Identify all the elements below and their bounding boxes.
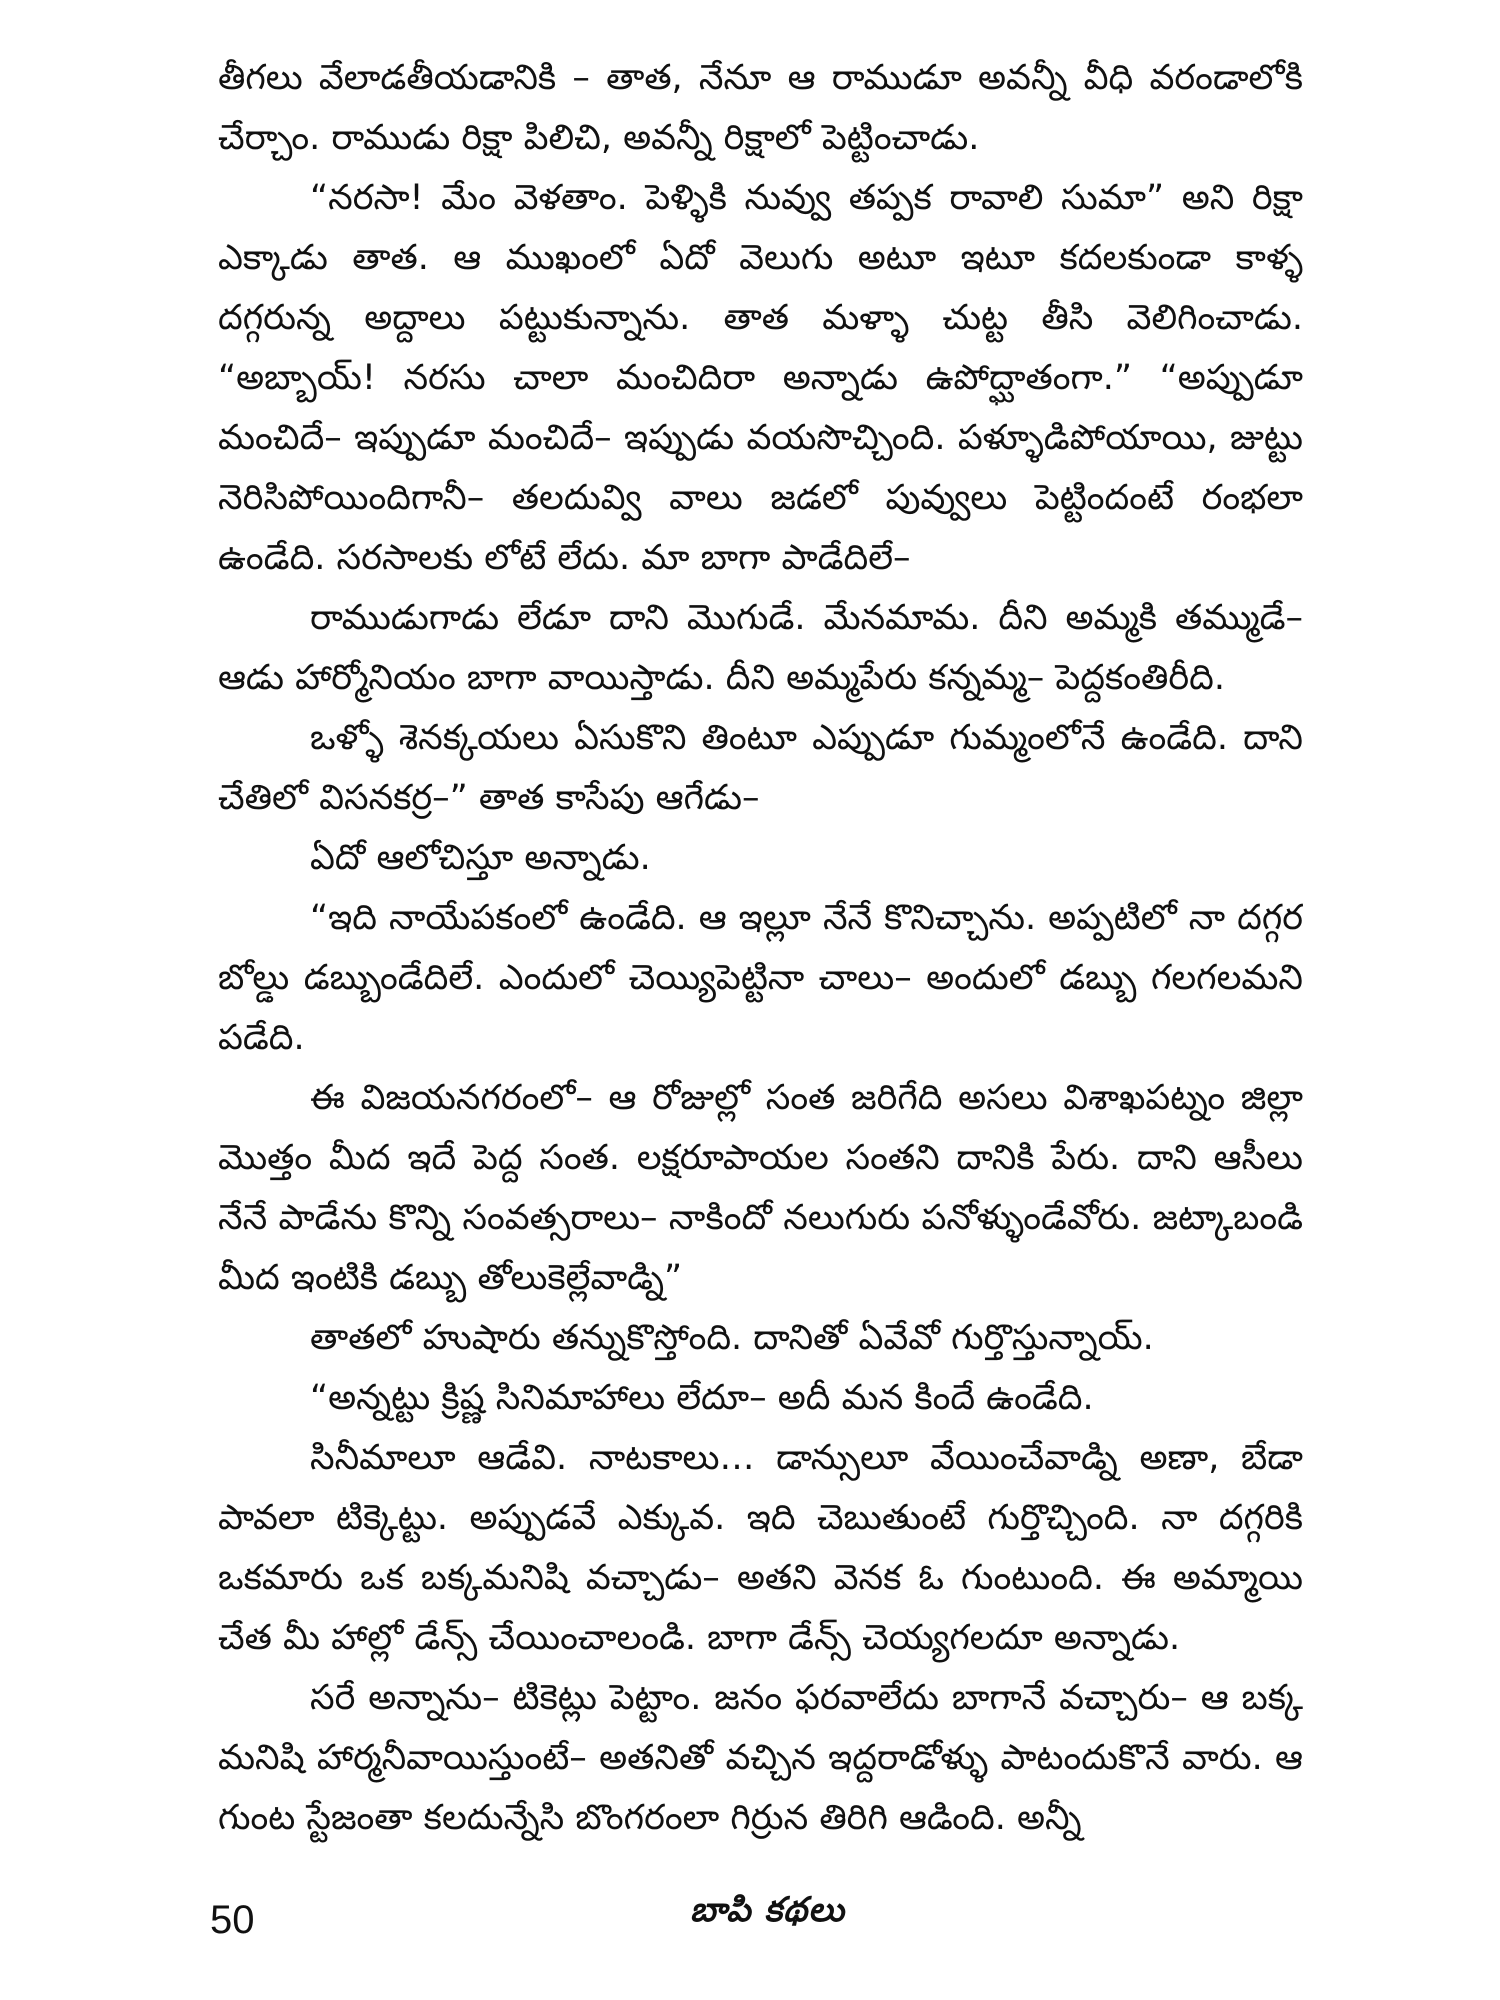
paragraph-9: “అన్నట్టు క్రిష్ణ సినిమాహాలు లేదూ– అదీ మన కిందే ఉండేది. (310, 1378, 1094, 1418)
paragraph-5: ఏదో ఆలోచిస్తూ అన్నాడు. (310, 838, 651, 878)
paragraph-1: తీగలు వేలాడతీయడానికి – తాత, నేనూ ఆ రాముడూ అవన్నీ వీధి వరండాలోకి చేర్చాం. రాముడు రిక్షా పిలిచి, అవన్నీ రిక్షాలో పెట్టించాడు. (218, 58, 1303, 158)
paragraph-11: సరే అన్నాను– టికెట్లు పెట్టాం. జనం ఫరవాలేదు బాగానే వచ్చారు– ఆ బక్క మనిషి హార్మనీవాయిస్తుంటే– అతనితో వచ్చిన ఇద్దరాడోళ్ళు పాటందుకొనే వారు. ఆ గుంట స్టేజంతా కలదున్నేసి బొంగరంలా గిర్రున తిరిగి ఆడింది. అన్నీ (218, 1678, 1303, 1838)
paragraph-4: ఒళ్ళో శెనక్కయలు ఏసుకొని తింటూ ఎప్పుడూ గుమ్మంలోనే ఉండేది. దాని చేతిలో విసనకర్ర–” తాత కాసేపు ఆగేడు– (218, 718, 1303, 818)
paragraph-6: “ఇది నాయేపకంలో ఉండేది. ఆ ఇల్లూ నేనే కొనిచ్చాను. అప్పటిలో నా దగ్గర బోల్డు డబ్బుండేదిలే. ఎందులో చెయ్యిపెట్టినా చాలు– అందులో డబ్బు గలగలమని పడేది. (218, 898, 1303, 1058)
page-body-text (218, 48, 1303, 1848)
paragraph-2: “నరసా! మేం వెళతాం. పెళ్ళికి నువ్వు తప్పక రావాలి సుమా” అని రిక్షా ఎక్కాడు తాత. ఆ ముఖంలో ఏదో వెలుగు అటూ ఇటూ కదలకుండా కాళ్ళ దగ్గరున్న అద్దాలు పట్టుకున్నాను. తాత మళ్ళా చుట్ట తీసి వెలిగించాడు. “అబ్బాయ్! నరసు చాలా మంచిదిరా అన్నాడు ఉపోద్ఘాతంగా.” “అప్పుడూ మంచిదే– ఇప్పుడూ మంచిదే– ఇప్పుడు వయసొచ్చింది. పళ్ళూడిపోయాయి, జుట్టు నెరిసిపోయిందిగానీ– తలదువ్వి వాలు జడలో పువ్వులు పెట్టిందంటే రంభలా ఉండేది. సరసాలకు లోటే లేదు. మా బాగా పాడేదిలే– (218, 178, 1303, 578)
book-title-logo: బాపి కథలు (690, 1890, 846, 1930)
page-number: 50 (210, 1898, 255, 1942)
paragraph-10: సినీమాలూ ఆడేవి. నాటకాలు… డాన్సులూ వేయించేవాడ్ని అణా, బేడా పావలా టిక్కెట్టు. అప్పుడవే ఎక్కువ. ఇది చెబుతుంటే గుర్తొచ్చింది. నా దగ్గరికి ఒకమారు ఒక బక్కమనిషి వచ్చాడు– అతని వెనక ఓ గుంటుంది. ఈ అమ్మాయి చేత మీ హాల్లో డేన్స్ చేయించాలండి. బాగా డేన్స్ చెయ్యగలదూ అన్నాడు. (218, 1438, 1303, 1658)
paragraph-7: ఈ విజయనగరంలో– ఆ రోజుల్లో సంత జరిగేది అసలు విశాఖపట్నం జిల్లా మొత్తం మీద ఇదే పెద్ద సంత. లక్షరూపాయల సంతని దానికి పేరు. దాని ఆసీలు నేనే పాడేను కొన్ని సంవత్సరాలు– నాకిందో నలుగురు పనోళ్ళుండేవోరు. జట్కాబండి మీద ఇంటికి డబ్బు తోలుకెల్లేవాడ్ని” (218, 1078, 1303, 1298)
paragraph-8: తాతలో హుషారు తన్నుకొస్తోంది. దానితో ఏవేవో గుర్తొస్తున్నాయ్. (310, 1318, 1154, 1358)
paragraph-3: రాముడుగాడు లేడూ దాని మొగుడే. మేనమామ. దీని అమ్మకి తమ్ముడే– ఆడు హార్మోనియం బాగా వాయిస్తాడు. దీని అమ్మపేరు కన్నమ్మ– పెద్దకంతిరీది. (218, 598, 1303, 698)
